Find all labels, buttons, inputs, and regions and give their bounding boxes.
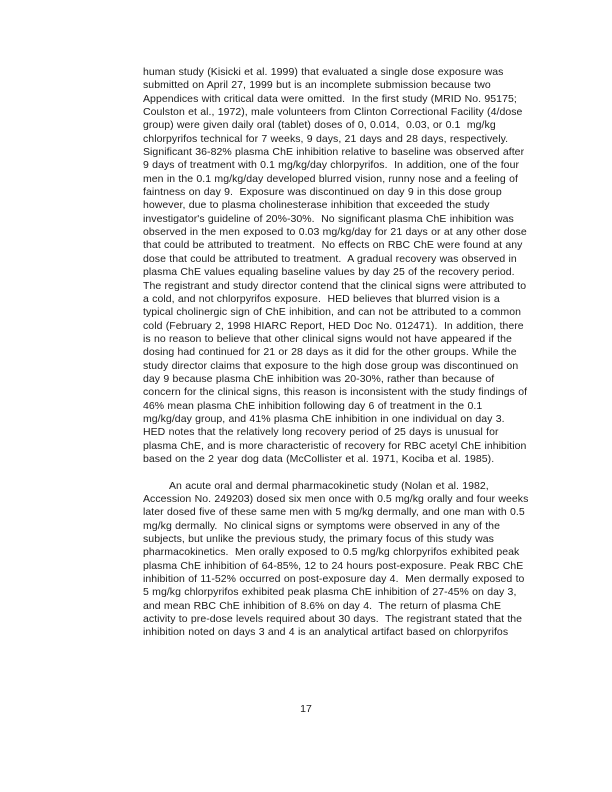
paragraph-human-study: human study (Kisicki et al. 1999) that evaluated a single dose exposure was submitted on April 27, 1999 but is an incomplete submission because two Appendices with critical data were omitted. In the first study (MRID No. 95175; Coulston et al., 1972), male volunteers from Clinton Correctional Facility (4/dose group) were given daily oral (tablet) doses of 0, 0.014, 0.03, or 0.1 mg/kg chlorpyrifos technical for 7 weeks, 9 days, 21 days and 28 days, respectively. Significant 36-82% plasma ChE inhibition relative to baseline was observed after 9 days of treatment with 0.1 mg/kg/day chlorpyrifos. In addition, one of the four men in the 0.1 mg/kg/day developed blurred vision, runny nose and a feeling of faintness on day 9. Exposure was discontinued on day 9 in this dose group however, due to plasma cholinesterase inhibition that exceeded the study investigator's guideline of 20%-30%. No significant plasma ChE inhibition was observed in the men exposed to 0.03 mg/kg/day for 21 days or at any other dose that could be attributed to treatment. No effects on RBC ChE were found at any dose that could be attributed to treatment. A gradual recovery was observed in plasma ChE values equaling baseline values by day 25 of the recovery period. The registrant and study director contend that the clinical signs were attributed to a cold, and not chlorpyrifos exposure. HED believes that blurred vision is a typical cholinergic sign of ChE inhibition, and can not be attributed to a common cold (February 2, 1998 HIARC Report, HED Doc No. 012471). In addition, there is no reason to believe that other clinical signs would not have appeared if the dosing had continued for 21 or 28 days as it did for the other groups. While the study director claims that exposure to the high dose group was discontinued on day 9 because plasma ChE inhibition was 20-30%, rather than because of concern for the clinical signs, this reason is inconsistent with the study findings of 46% mean plasma ChE inhibition following day 6 of treatment in the 0.1 mg/kg/day group, and 41% plasma ChE inhibition in one individual on day 3. HED notes that the relatively long recovery period of 25 days is unusual for plasma ChE, and is more characteristic of recovery for RBC acetyl ChE inhibition based on the 2 year dog data (McCollister et al. 1971, Kociba et al. 1985). <box>143 66 531 465</box>
paragraph-acute-oral-dermal-study: An acute oral and dermal pharmacokinetic study (Nolan et al. 1982, Accession No. 249203) dosed six men once with 0.5 mg/kg orally and four weeks later dosed five of these same men with 5 mg/kg dermally, and one man with 0.5 mg/kg dermally. No clinical signs or symptoms were observed in any of the subjects, but unlike the previous study, the primary focus of this study was pharmacokinetics. Men orally exposed to 0.5 mg/kg chlorpyrifos exhibited peak plasma ChE inhibition of 64-85%, 12 to 24 hours post-exposure. Peak RBC ChE inhibition of 11-52% occurred on post-exposure day 4. Men dermally exposed to 5 mg/kg chlorpyrifos exhibited peak plasma ChE inhibition of 27-45% on day 3, and mean RBC ChE inhibition of 8.6% on day 4. The return of plasma ChE activity to pre-dose levels required about 30 days. The registrant stated that the inhibition noted on days 3 and 4 is an analytical artifact based on chlorpyrifos <box>143 479 532 639</box>
page-number: 17 <box>300 703 312 715</box>
body-text <box>143 66 531 640</box>
